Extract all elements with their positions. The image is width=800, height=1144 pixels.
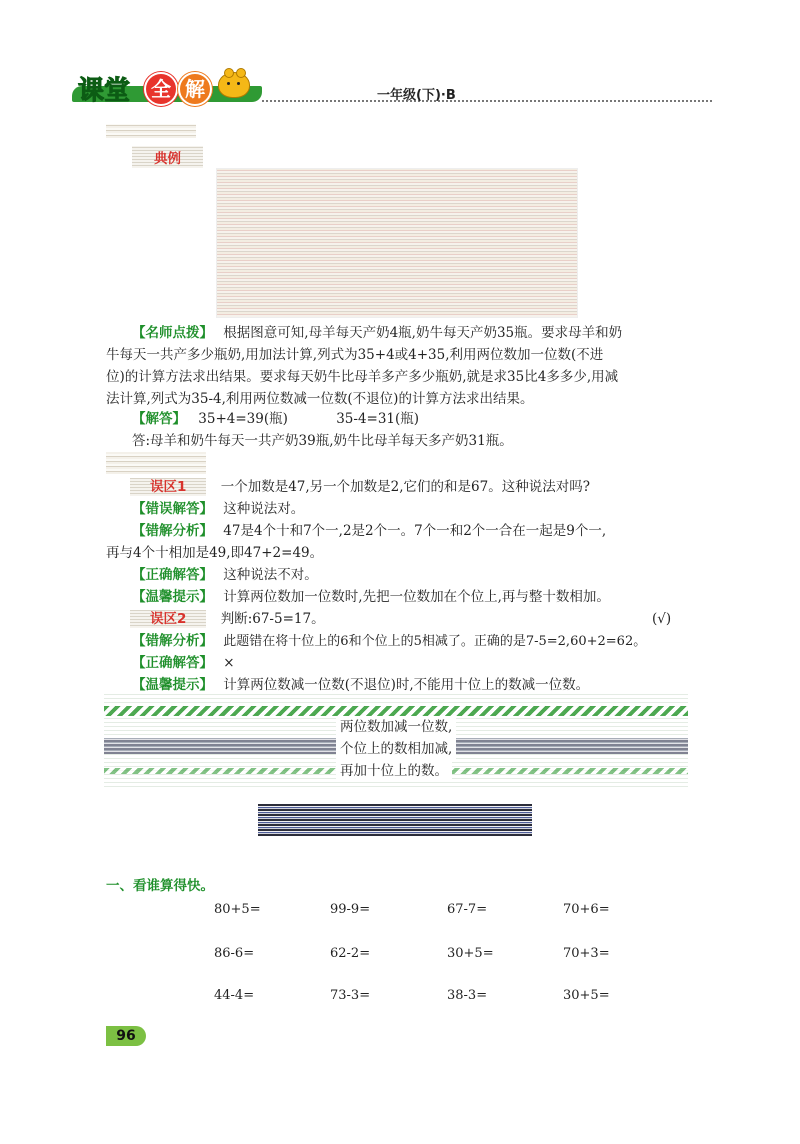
logo-badge-1: 全 xyxy=(144,72,178,106)
exercise-item: 30+5= xyxy=(447,946,494,961)
exercise-item: 99-9= xyxy=(330,902,371,917)
exercise-item: 70+3= xyxy=(563,946,610,961)
error2-mark: (√) xyxy=(652,611,672,627)
exercise-item: 38-3= xyxy=(447,988,488,1003)
rhyme-line-1: 两位数加减一位数, xyxy=(336,716,456,738)
exercise-item: 70+6= xyxy=(563,902,610,917)
error1-hint-line xyxy=(132,586,610,608)
vine-decoration-top xyxy=(104,706,688,716)
exercise-item: 73-3= xyxy=(330,988,371,1003)
error1-analysis-text-1: 47是4个十和7个一,2是2个一。7个一和2个一合在一起是9个一, xyxy=(223,523,607,539)
exercise-grid xyxy=(214,902,634,1012)
error1-correct-label: 【正确解答】 xyxy=(132,567,213,583)
error1-wrong-label: 【错误解答】 xyxy=(132,501,213,517)
answer-line xyxy=(132,408,419,430)
exercise-item: 30+5= xyxy=(563,988,610,1003)
exercise-item: 80+5= xyxy=(214,902,261,917)
tips-line-3: 位)的计算方法求出结果。要求每天奶牛比母羊多产多少瓶奶,就是求35比4多多少,用减 xyxy=(106,369,619,385)
error2-correct-label: 【正确解答】 xyxy=(132,655,213,671)
bear-mascot-icon xyxy=(218,72,250,98)
error1-question: 一个加数是47,另一个加数是2,它们的和是67。这种说法对吗? xyxy=(220,479,590,495)
grade-label: 一年级(下)·B xyxy=(377,88,456,103)
error1-wrong-line xyxy=(132,498,304,520)
error1-hint-text: 计算两位数加一位数时,先把一位数加在个位上,再与整十数相加。 xyxy=(223,589,610,605)
error1-question-line xyxy=(130,476,590,498)
error2-correct-text: × xyxy=(223,655,235,671)
tips-line-1 xyxy=(132,322,622,344)
tips-line-2: 牛每天一共产多少瓶奶,用加法计算,列式为35+4或4+35,利用两位数加一位数(不进 xyxy=(106,347,604,363)
logo-text: 课堂 xyxy=(78,76,131,106)
header xyxy=(72,70,712,104)
error1-label: 误区1 xyxy=(130,478,206,496)
error1-hint-label: 【温馨提示】 xyxy=(132,589,213,605)
answer-equation-1: 35+4=39(瓶) xyxy=(198,411,288,427)
tips-text-1: 根据图意可知,母羊每天产奶4瓶,奶牛每天产奶35瓶。要求母羊和奶 xyxy=(223,325,623,341)
rhyme-line-2: 个位上的数相加减, xyxy=(336,738,456,760)
error2-hint-line xyxy=(132,674,589,696)
rhyme-line-3: 再加十位上的数。 xyxy=(336,760,452,782)
exercise-title: 一、看谁算得快。 xyxy=(106,878,214,894)
error2-hint-label: 【温馨提示】 xyxy=(132,677,213,693)
error2-hint-text: 计算两位数减一位数(不退位)时,不能用十位上的数减一位数。 xyxy=(223,677,590,693)
error1-analysis-line-2: 再与4个十相加是49,即47+2=49。 xyxy=(106,545,324,561)
section-ribbon-2 xyxy=(106,452,206,474)
logo-badge-2: 解 xyxy=(178,72,212,106)
error1-correct-text: 这种说法不对。 xyxy=(223,567,318,583)
error2-label: 误区2 xyxy=(130,610,206,628)
error1-wrong-text: 这种说法对。 xyxy=(223,501,305,517)
answer-label: 【解答】 xyxy=(132,411,186,427)
answer-text: 答:母羊和奶牛每天一共产奶39瓶,奶牛比母羊每天多产奶31瓶。 xyxy=(132,433,513,449)
header-dotted-line xyxy=(262,100,712,102)
exercise-item: 44-4= xyxy=(214,988,255,1003)
error2-analysis-line xyxy=(132,630,646,653)
error2-correct-line xyxy=(132,652,235,674)
exercise-item: 62-2= xyxy=(330,946,371,961)
page-number: 96 xyxy=(106,1026,146,1046)
practice-title-bar xyxy=(258,804,532,836)
rhyme-banner xyxy=(104,694,688,790)
tips-label: 【名师点拨】 xyxy=(132,325,213,341)
example-label: 典例 xyxy=(132,146,203,168)
section-ribbon xyxy=(106,124,196,138)
exercise-item: 86-6= xyxy=(214,946,255,961)
error2-analysis-label: 【错解分析】 xyxy=(132,633,213,649)
error2-question: 判断:67-5=17。 xyxy=(220,611,325,627)
error1-analysis-line xyxy=(132,520,606,542)
exercise-item: 67-7= xyxy=(447,902,488,917)
error2-question-line xyxy=(130,608,325,630)
answer-equation-2: 35-4=31(瓶) xyxy=(336,411,420,427)
example-illustration xyxy=(216,168,578,318)
error1-correct-line xyxy=(132,564,318,586)
error1-analysis-label: 【错解分析】 xyxy=(132,523,213,539)
tips-line-4: 法计算,列式为35-4,利用两位数减一位数(不退位)的计算方法求出结果。 xyxy=(106,391,534,407)
error2-analysis-text: 此题错在将十位上的6和个位上的5相减了。正确的是7-5=2,60+2=62。 xyxy=(223,634,647,649)
